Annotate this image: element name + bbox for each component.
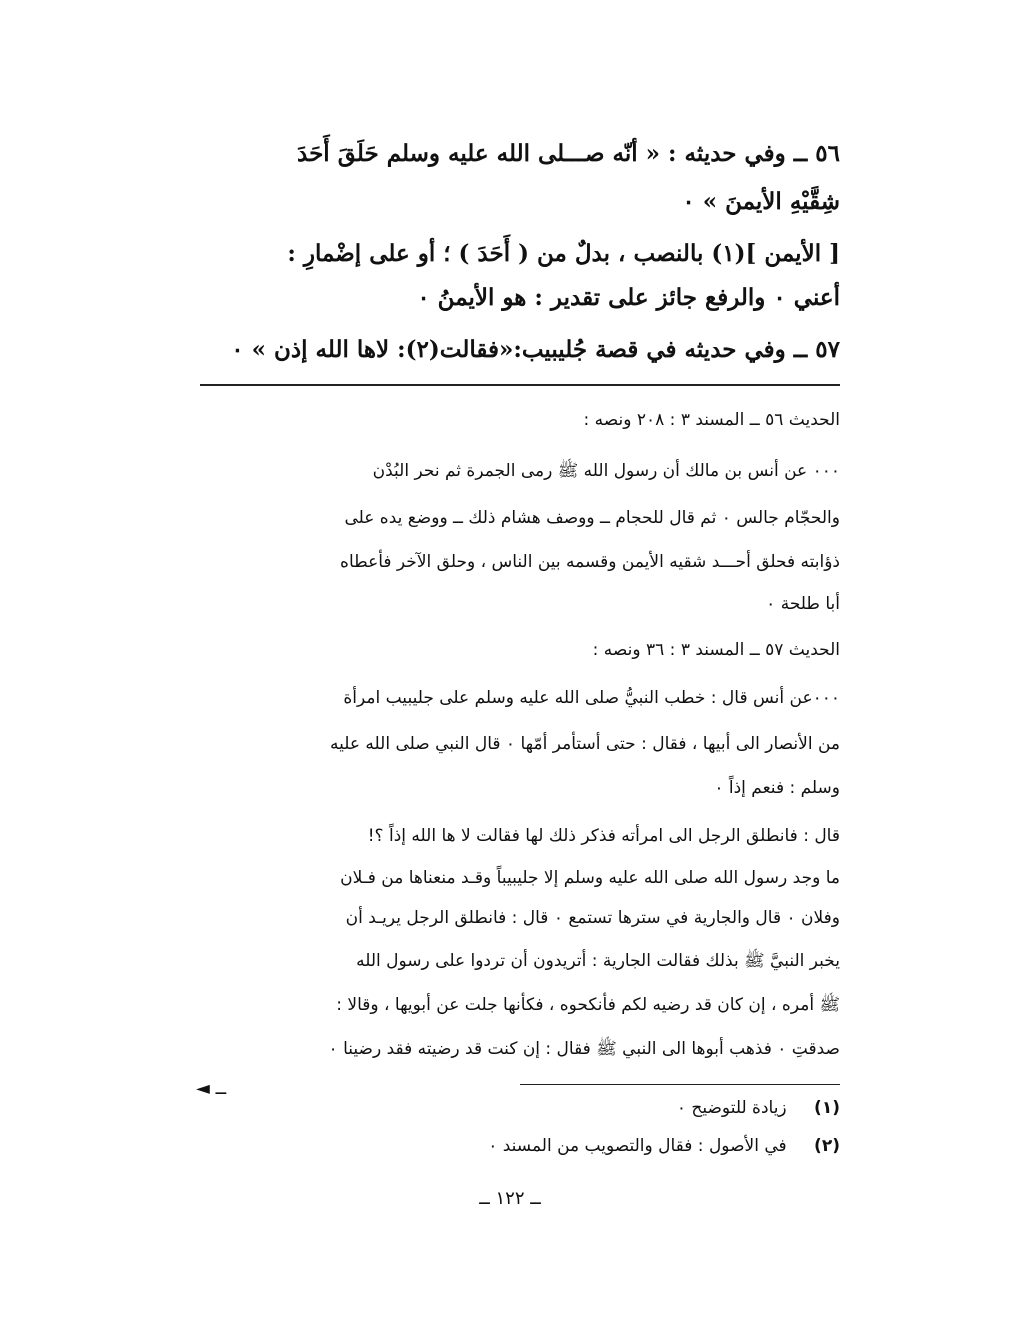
hadith-57-cont-line-3: وفلان ٠ قال والجارية في سترها تستمع ٠ قال : فانطلق الرجل يريـد أن	[345, 908, 840, 928]
hadith-56-line-4: أبا طلحة ٠	[766, 594, 840, 614]
hadith-57-cont-line-5: ﷺ أمره ، إن كان قد رضيه لكم فأنكحوه ، فكأنها جلت عن أبويها ، وقالا :	[336, 995, 840, 1015]
hadith-57-line-3: وسلم : فنعم إذاً ٠	[714, 778, 840, 798]
footnote-1	[180, 1098, 840, 1118]
footnote-divider	[520, 1084, 840, 1085]
hadith-56-line-1: ٠٠٠ عن أنس بن مالك أن رسول الله ﷺ رمى الجمرة ثم نحر البُدْن	[372, 461, 840, 481]
footnote-1-number: (١)	[814, 1098, 840, 1118]
footnote-2-text: في الأصول : فقال والتصويب من المسند ٠	[488, 1136, 787, 1156]
main-text-line-2: شِقَّيْهِ الأيمنَ » ٠	[682, 188, 840, 215]
hadith-56-heading: الحديث ٥٦ ــ المسند ٣ : ٢٠٨ ونصه :	[583, 410, 840, 430]
hadith-57-line-1: ٠٠٠عن أنس قال : خطب النبيُّ صلى الله عليه وسلم على جليبيب امرأة	[343, 688, 840, 708]
hadith-57-line-2: من الأنصار الى أبيها ، فقال : حتى أستأمر أمّها ٠ قال النبي صلى الله عليه	[330, 734, 840, 754]
hadith-57-cont-line-6: صدقتِ ٠ فذهب أبوها الى النبي ﷺ فقال : إن كنت قد رضيته فقد رضينا ٠	[328, 1039, 840, 1059]
main-text-line-3: [ الأيمن ](١) بالنصب ، بدلٌ من ( أَحَدَ ) ؛ أو على إضْمارِ :	[287, 240, 840, 267]
footnote-1-text: زيادة للتوضيح ٠	[676, 1098, 787, 1118]
page-number: ــ ١٢٢ ــ	[479, 1188, 541, 1209]
hadith-56-line-3: ذؤابته فحلق أحـــد شقيه الأيمن وقسمه بين الناس ، وحلق الآخر فأعطاه	[340, 552, 840, 572]
hadith-56-line-2: والحجّام جالس ٠ ثم قال للحجام ــ ووصف هشام ذلك ــ ووضع يده على	[344, 508, 840, 528]
section-divider	[200, 384, 840, 386]
footnote-2	[180, 1136, 840, 1156]
main-text-line-4: أعني ٠ والرفع جائز على تقدير : هو الأيمنُ ٠	[417, 284, 840, 311]
main-text-line-5: ٥٧ ــ وفي حديثه في قصة جُليبيب:«فقالت(٢): لاها الله إذن » ٠	[231, 336, 840, 363]
continuation-arrow: ◄ ــ	[196, 1078, 227, 1099]
hadith-57-cont-line-4: يخبر النبيَّ ﷺ بذلك فقالت الجارية : أتريدون أن تردوا على رسول الله	[356, 951, 840, 971]
hadith-57-cont-line-1: قال : فانطلق الرجل الى امرأته فذكر ذلك لها فقالت لا ها الله إذاً ؟!	[367, 826, 840, 846]
footnote-2-number: (٢)	[814, 1136, 840, 1156]
main-text-line-1: ٥٦ ــ وفي حديثه : « أنّه صـــلى الله عليه وسلم حَلَقَ أَحَدَ	[297, 140, 840, 167]
hadith-57-cont-line-2: ما وجد رسول الله صلى الله عليه وسلم إلا جليبيباً وقـد منعناها من فـلان	[340, 868, 840, 888]
hadith-57-heading: الحديث ٥٧ ــ المسند ٣ : ٣٦ ونصه :	[592, 640, 840, 660]
